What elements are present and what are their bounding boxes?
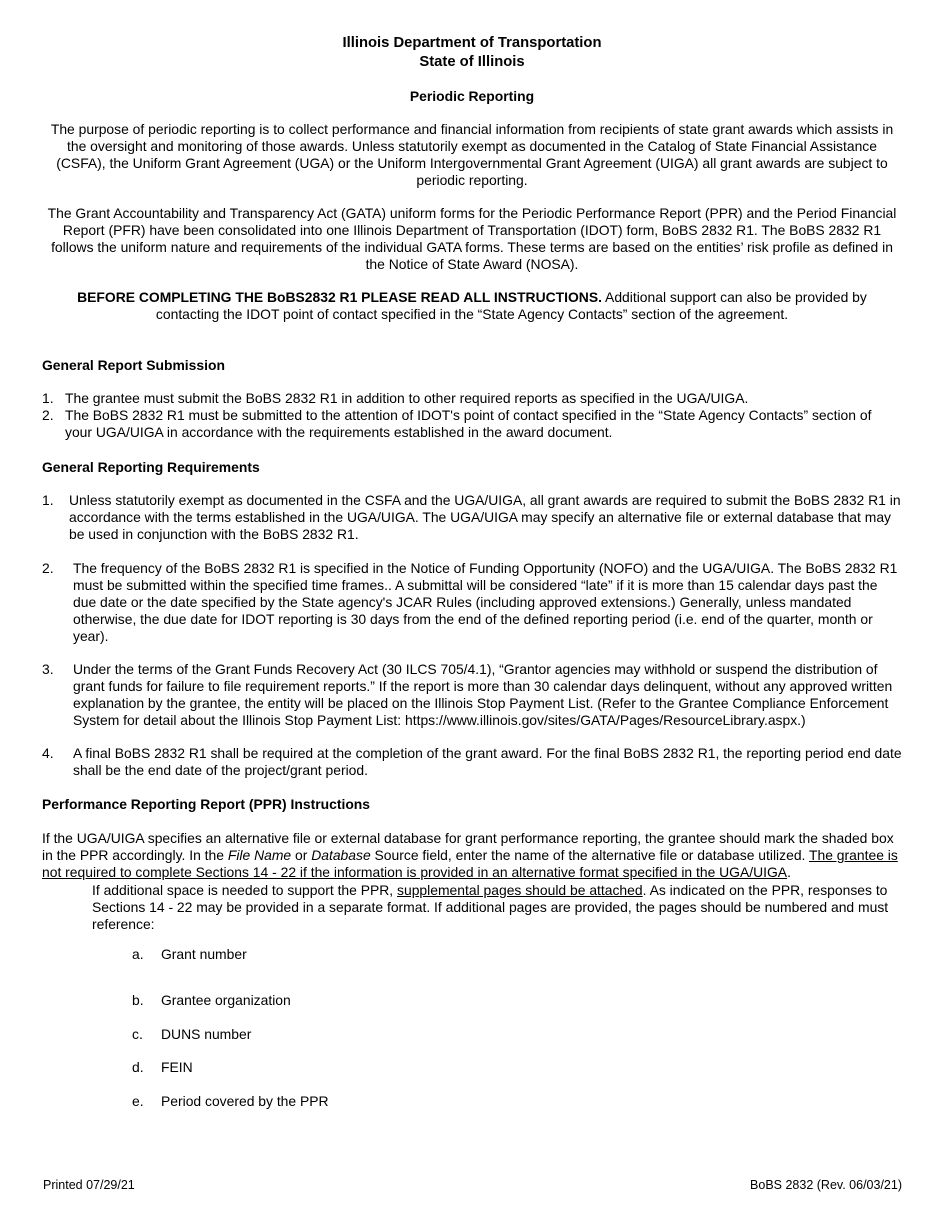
general-requirements-list — [42, 661, 902, 729]
ppr-paragraph-1: If the UGA/UIGA specifies an alternative file or external database for grant performance reporting, the grantee should mark the shaded box in the PPR accordingly. In the File Name or Database Source field, enter the name of the alternative file or database utilized. The grantee is not required to complete Sections 14 - 22 if the information is provided in an alternative format specified in the UGA/UIGA. — [42, 830, 898, 880]
support-note: Additional support can also be provided by contacting the IDOT point of contact specified in the “State Agency Contacts” section of the agreement. — [155, 289, 867, 322]
general-requirements-list — [42, 560, 902, 645]
list-item: e. Period covered by the PPR — [132, 1093, 329, 1109]
intro-paragraph-2: The Grant Accountability and Transparency Act (GATA) uniform forms for the Periodic Performance Report (PPR) and the Period Financial Report (PFR) have been consolidated into one Illinois Department of Transportation (IDOT) form, BoBS 2832 R1. The BoBS 2832 R1 follows the uniform nature and requirements of the individual GATA forms. These terms are based on the entities’ risk profile as defined in the Notice of State Award (NOSA). — [47, 205, 897, 272]
list-item: d. FEIN — [132, 1059, 193, 1075]
list-item: a. Grant number — [132, 946, 247, 962]
list-item: 3. Under the terms of the Grant Funds Recovery Act (30 ILCS 705/4.1), “Grantor agencies may withhold or suspend the distribution of grant funds for failure to file requirement reports.” If the report is more than 30 calendar days delinquent, without any approved written explanation by the grantee, the entity will be placed on the Illinois Stop Payment List. (Refer to the Grantee Compliance Enforcement System for detail about the Illinois Stop Payment List: https://www.illinois.gov/sites/GATA/Pages/ResourceLibrary.aspx.) — [42, 661, 893, 728]
general-requirements-list — [42, 492, 902, 543]
instructions-warning: BEFORE COMPLETING THE BoBS2832 R1 PLEASE READ ALL INSTRUCTIONS. — [77, 289, 602, 305]
ppr-heading: Performance Reporting Report (PPR) Instructions — [42, 796, 371, 812]
list-item: 4. A final BoBS 2832 R1 shall be required at the completion of the grant award. For the final BoBS 2832 R1, the reporting period end date shall be the end date of the project/grant period. — [42, 745, 902, 778]
printed-date: Printed 07/29/21 — [43, 1178, 135, 1192]
agency-name: Illinois Department of Transportation — [342, 35, 602, 51]
section-title: Periodic Reporting — [409, 88, 535, 104]
list-item: 2. The BoBS 2832 R1 must be submitted to the attention of IDOT's point of contact specified in the “State Agency Contacts” section of your UGA/UIGA in accordance with the requirements established in the award document. — [42, 407, 872, 440]
list-item: 2. The frequency of the BoBS 2832 R1 is specified in the Notice of Funding Opportunity (NOFO) and the UGA/UIGA. The BoBS 2832 R1 must be submitted within the specified time frames.. A submittal will be considered “late” if it is more than 15 calendar days past the due date or the date specified by the State agency's JCAR Rules (including approved extensions.) Generally, unless mandated otherwise, the due date for IDOT reporting is 30 days from the end of the defined reporting period (i.e. end of the quarter, month or year). — [42, 560, 898, 644]
list-item: 1. Unless statutorily exempt as documented in the CSFA and the UGA/UIGA, all grant awards are required to submit the BoBS 2832 R1 in accordance with the terms established in the UGA/UIGA. The UGA/UIGA may specify an alternative file or external database that may be used in conjunction with the BoBS 2832 R1. — [42, 492, 901, 542]
list-item: c. DUNS number — [132, 1026, 252, 1042]
general-submission-list — [42, 390, 902, 441]
document-header — [42, 34, 902, 72]
state-name: State of Illinois — [419, 54, 525, 70]
list-item: 1. The grantee must submit the BoBS 2832 R1 in addition to other required reports as specified in the UGA/UIGA. — [42, 390, 749, 406]
intro-paragraph-1: The purpose of periodic reporting is to collect performance and financial information from recipients of state grant awards which assists in the oversight and monitoring of those awards. Unless statutorily exempt as documented in the Catalog of State Financial Assistance (CSFA), the Uniform Grant Agreement (UGA) or the Uniform Intergovernmental Grant Agreement (UIGA) all grant awards are subject to periodic reporting. — [50, 121, 894, 188]
general-submission-heading: General Report Submission — [42, 357, 225, 373]
intro-paragraph-3 — [42, 289, 902, 323]
ppr-paragraph-2: If additional space is needed to support the PPR, supplemental pages should be attached. As indicated on the PPR, responses to Sections 14 - 22 may be provided in a separate format. If additional pages are provided, the pages should be numbered and must reference: — [92, 882, 889, 932]
list-item: b. Grantee organization — [132, 992, 291, 1008]
general-requirements-list — [42, 745, 902, 779]
form-id: BoBS 2832 (Rev. 06/03/21) — [750, 1178, 902, 1192]
general-requirements-heading: General Reporting Requirements — [42, 459, 260, 475]
